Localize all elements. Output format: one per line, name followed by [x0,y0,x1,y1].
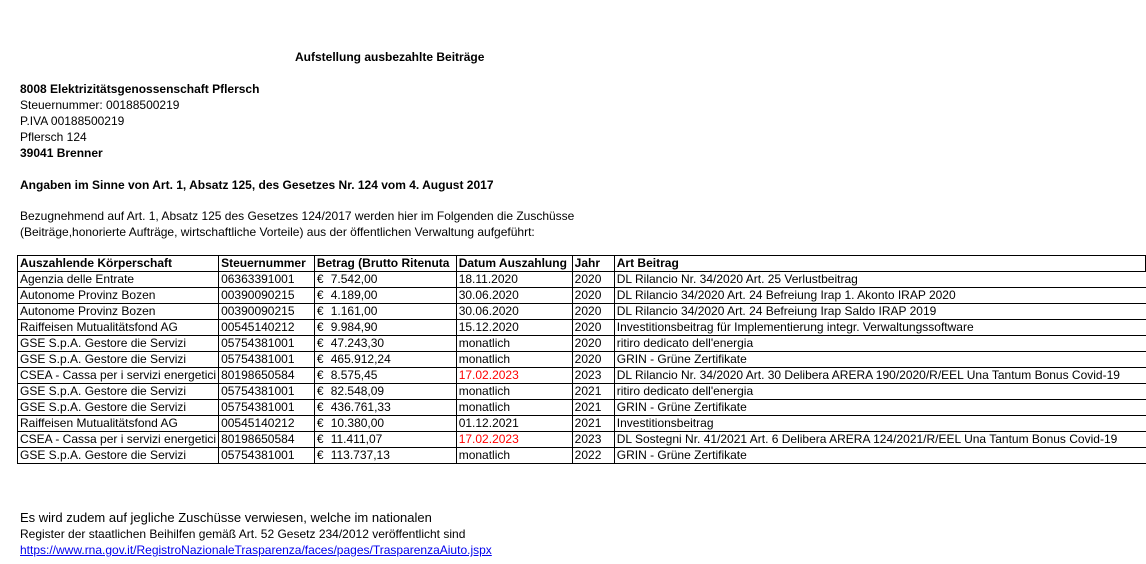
cell-tax-number: 05754381001 [219,448,315,464]
cell-type: DL Rilancio 34/2020 Art. 24 Befreiung Irap 1. Akonto IRAP 2020 [614,288,1145,304]
cell-payment-date: 01.12.2021 [456,416,572,432]
cell-tax-number: 00545140212 [219,416,315,432]
cell-payment-date: 17.02.2023 [456,432,572,448]
cell-payment-date: 30.06.2020 [456,288,572,304]
cell-payment-date: monatlich [456,352,572,368]
intro-line-2: (Beiträge,honorierte Aufträge, wirtschaftliche Vorteile) aus der öffentlichen Verwaltung aufgeführt: [20,225,535,239]
cell-type: Investitionsbeitrag [614,416,1145,432]
cell-type: ritiro dedicato dell'energia [614,384,1145,400]
cell-currency: € [314,320,328,336]
table-header-row [18,256,1146,272]
cell-year: 2023 [572,368,614,384]
cell-currency: € [314,384,328,400]
cell-currency: € [314,272,328,288]
cell-payment-date: 18.11.2020 [456,272,572,288]
cell-amount: 1.161,00 [329,304,456,320]
cell-amount: 9.984,90 [329,320,456,336]
cell-type: GRIN - Grüne Zertifikate [614,352,1145,368]
cell-year: 2020 [572,272,614,288]
cell-currency: € [314,288,328,304]
cell-currency: € [314,416,328,432]
cell-tax-number: 00390090215 [219,288,315,304]
table-row [18,400,1146,416]
cell-body: Autonome Provinz Bozen [18,288,219,304]
cell-type: GRIN - Grüne Zertifikate [614,448,1145,464]
table-row [18,368,1146,384]
cell-payment-date: 15.12.2020 [456,320,572,336]
org-street: Pflersch 124 [20,130,87,144]
table-row [18,336,1146,352]
cell-tax-number: 05754381001 [219,384,315,400]
org-name: 8008 Elektrizitätsgenossenschaft Pflersch [20,82,260,96]
cell-tax-number: 80198650584 [219,368,315,384]
cell-body: GSE S.p.A. Gestore die Servizi [18,448,219,464]
cell-body: CSEA - Cassa per i servizi energetici [18,432,219,448]
cell-currency: € [314,304,328,320]
cell-year: 2020 [572,304,614,320]
cell-amount: 10.380,00 [329,416,456,432]
cell-currency: € [314,368,328,384]
cell-amount: 436.761,33 [329,400,456,416]
cell-body: CSEA - Cassa per i servizi energetici [18,368,219,384]
cell-tax-number: 80198650584 [219,432,315,448]
cell-currency: € [314,448,328,464]
cell-currency: € [314,336,328,352]
cell-year: 2020 [572,336,614,352]
cell-type: DL Rilancio Nr. 34/2020 Art. 25 Verlustbeitrag [614,272,1145,288]
cell-payment-date: 17.02.2023 [456,368,572,384]
cell-year: 2021 [572,400,614,416]
cell-tax-number: 05754381001 [219,352,315,368]
cell-payment-date: monatlich [456,336,572,352]
cell-year: 2021 [572,384,614,400]
register-link[interactable]: https://www.rna.gov.it/RegistroNazionaleTrasparenza/faces/pages/TrasparenzaAiuto.jspx [20,543,492,557]
org-city: 39041 Brenner [20,146,103,160]
cell-amount: 113.737,13 [329,448,456,464]
cell-payment-date: monatlich [456,384,572,400]
footer-line-2: Register der staatlichen Beihilfen gemäß Art. 52 Gesetz 234/2012 veröffentlicht sind [20,527,466,541]
org-steuernummer: Steuernummer: 00188500219 [20,98,180,112]
cell-year: 2020 [572,352,614,368]
header-payment-date: Datum Auszahlung [456,256,572,272]
cell-tax-number: 05754381001 [219,400,315,416]
cell-currency: € [314,432,328,448]
table-row [18,304,1146,320]
cell-amount: 465.912,24 [329,352,456,368]
cell-amount: 11.411,07 [329,432,456,448]
cell-type: DL Rilancio Nr. 34/2020 Art. 30 Delibera ARERA 190/2020/R/EEL Una Tantum Bonus Covid-19 [614,368,1145,384]
cell-year: 2020 [572,320,614,336]
cell-year: 2023 [572,432,614,448]
header-tax-number: Steuernummer [219,256,315,272]
cell-type: DL Sostegni Nr. 41/2021 Art. 6 Delibera ARERA 124/2021/R/EEL Una Tantum Bonus Covid-19 [614,432,1145,448]
cell-type: DL Rilancio 34/2020 Art. 24 Befreiung Irap Saldo IRAP 2019 [614,304,1145,320]
header-amount: Betrag (Brutto Ritenuta [314,256,456,272]
cell-body: Raiffeisen Mutualitätsfond AG [18,320,219,336]
cell-payment-date: monatlich [456,448,572,464]
cell-body: GSE S.p.A. Gestore die Servizi [18,384,219,400]
table-row [18,448,1146,464]
table-row [18,416,1146,432]
header-type: Art Beitrag [614,256,1145,272]
table-row [18,320,1146,336]
cell-amount: 4.189,00 [329,288,456,304]
cell-type: Investitionsbeitrag für Implementierung integr. Verwaltungssoftware [614,320,1145,336]
footer-line-1: Es wird zudem auf jegliche Zuschüsse verwiesen, welche im nationalen [20,510,432,525]
cell-type: ritiro dedicato dell'energia [614,336,1145,352]
contributions-table [17,255,1146,464]
cell-payment-date: monatlich [456,400,572,416]
table-row [18,432,1146,448]
cell-amount: 82.548,09 [329,384,456,400]
cell-body: Raiffeisen Mutualitätsfond AG [18,416,219,432]
cell-tax-number: 00545140212 [219,320,315,336]
table-body [18,272,1146,464]
intro-line-1: Bezugnehmend auf Art. 1, Absatz 125 des Gesetzes 124/2017 werden hier im Folgenden die Zuschüsse [20,209,575,223]
cell-amount: 7.542,00 [329,272,456,288]
law-heading: Angaben im Sinne von Art. 1, Absatz 125, des Gesetzes Nr. 124 vom 4. August 2017 [20,178,494,192]
header-body: Auszahlende Körperschaft [18,256,219,272]
cell-year: 2020 [572,288,614,304]
cell-body: GSE S.p.A. Gestore die Servizi [18,336,219,352]
header-year: Jahr [572,256,614,272]
org-piva: P.IVA 00188500219 [20,114,125,128]
cell-type: GRIN - Grüne Zertifikate [614,400,1145,416]
cell-body: GSE S.p.A. Gestore die Servizi [18,400,219,416]
cell-body: Autonome Provinz Bozen [18,304,219,320]
cell-tax-number: 05754381001 [219,336,315,352]
cell-year: 2021 [572,416,614,432]
table-row [18,272,1146,288]
document-title: Aufstellung ausbezahlte Beiträge [295,50,485,64]
cell-amount: 8.575,45 [329,368,456,384]
table-row [18,384,1146,400]
cell-currency: € [314,400,328,416]
table-row [18,352,1146,368]
cell-body: Agenzia delle Entrate [18,272,219,288]
cell-amount: 47.243,30 [329,336,456,352]
cell-payment-date: 30.06.2020 [456,304,572,320]
cell-tax-number: 06363391001 [219,272,315,288]
cell-body: GSE S.p.A. Gestore die Servizi [18,352,219,368]
cell-currency: € [314,352,328,368]
table-row [18,288,1146,304]
cell-year: 2022 [572,448,614,464]
cell-tax-number: 00390090215 [219,304,315,320]
